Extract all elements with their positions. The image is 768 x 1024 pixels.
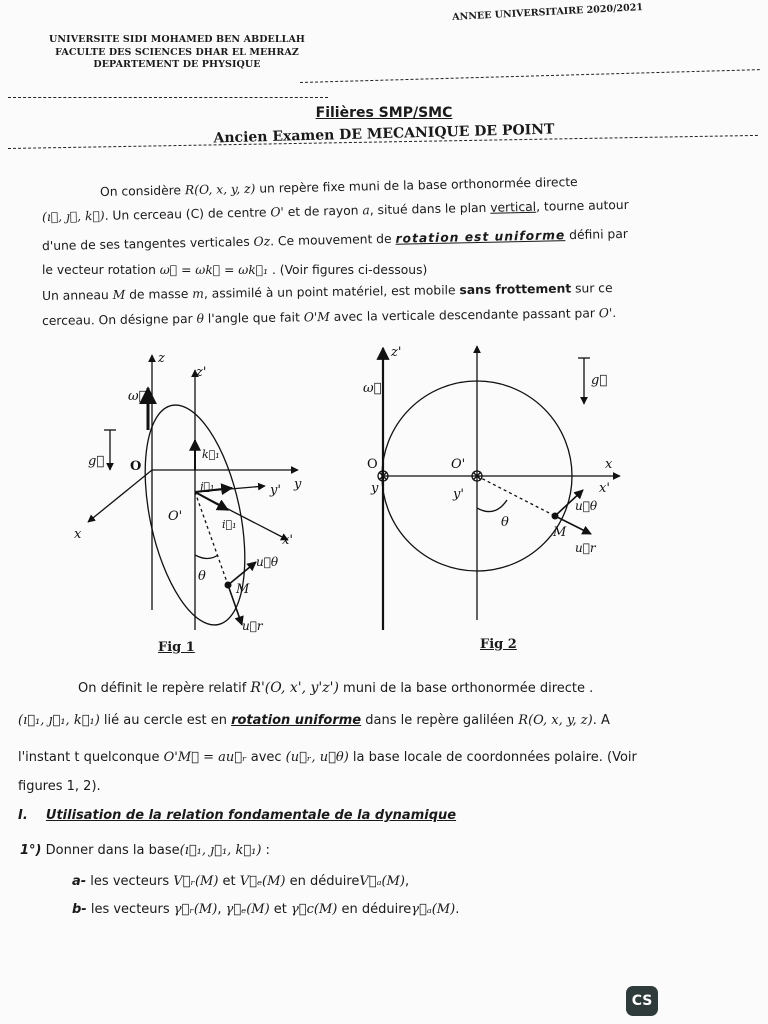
definition-line-3: l'instant t quelconque O'M⃗ = au⃗ᵣ avec (u⃗ᵣ, u⃗θ) la base locale de coordonnées polaire. (Voir (18, 750, 637, 765)
figure-2 (355, 340, 685, 640)
fig1-i1-vector (195, 492, 228, 510)
fig2-label-yprime: y' (453, 487, 464, 502)
intro-line-6: cerceau. On désigne par θ l'angle que fait O'M avec la verticale descendante passant par O'. (41, 305, 617, 329)
fig2-label-omega: ω⃗ (363, 381, 382, 396)
fig1-label-xprime: x' (282, 533, 293, 548)
fig2-label-utheta: u⃗θ (575, 499, 598, 513)
fig1-label-yprime: y' (270, 483, 281, 498)
fig1-label-j1: j⃗₁ (200, 480, 215, 493)
definition-line-2: (ı⃗₁, ȷ⃗₁, k⃗₁) lié au cercle est en rotation uniforme dans le repère galiléen R(O, x, y, z). A (18, 713, 610, 728)
fig1-label-utheta: u⃗θ (256, 555, 279, 569)
intro-line-3: d'une de ses tangentes verticales Oz. Ce mouvement de rotation est uniforme défini par (41, 226, 628, 254)
fig1-label-x: x (74, 527, 82, 542)
university-name: UNIVERSITE SIDI MOHAMED BEN ABDELLAH (48, 34, 306, 45)
intro-line-2: (ı⃗, ȷ⃗, k⃗). Un cerceau (C) de centre O' et de rayon a, situé dans le plan vertical, tourne autour (41, 197, 629, 225)
fig2-label-M: M (553, 525, 567, 540)
separator-left (8, 97, 328, 98)
department-name: DEPARTEMENT DE PHYSIQUE (93, 59, 261, 70)
fig2-label-x: x (605, 457, 613, 472)
fig2-label-g: g⃗ (591, 373, 608, 388)
fig2-label-Oprime: O' (451, 457, 466, 472)
institution-header (42, 34, 312, 72)
fig2-label-ur: u⃗r (575, 541, 596, 555)
fig1-label-ur: u⃗r (242, 619, 263, 633)
fig1-label-i1: i⃗₁ (222, 518, 237, 531)
faculty-name: FACULTE DES SCIENCES DHAR EL MEHRAZ (55, 46, 299, 58)
fig1-label-omega: ω⃗ (128, 389, 147, 404)
figure-1 (60, 340, 330, 640)
fig2-theta-arc (477, 500, 507, 512)
academic-year: ANNEE UNIVERSITAIRE 2020/2021 (452, 2, 644, 23)
fig1-label-z: z (158, 351, 165, 366)
filieres-title: Filières SMP/SMC (315, 105, 453, 121)
fig2-point-M (552, 513, 559, 520)
fig1-label-zprime: z' (196, 365, 207, 380)
fig2-label-O: O (367, 457, 378, 472)
fig1-caption: Fig 1 (158, 640, 195, 655)
fig1-label-theta: θ (198, 569, 206, 584)
exam-title: Ancien Examen DE MECANIQUE DE POINT (213, 121, 555, 147)
intro-line-1: On considère R(O, x, y, z) un repère fixe muni de la base orthonormée directe (99, 174, 578, 200)
camscanner-badge: CS (626, 986, 658, 1016)
question-1b: b- les vecteurs γ⃗ᵣ(M), γ⃗ₑ(M) et γ⃗c(M) en déduireγ⃗ₐ(M). (72, 902, 460, 917)
fig2-label-theta: θ (501, 515, 509, 530)
intro-line-4: le vecteur rotation ω⃗ = ωk⃗ = ωk⃗₁ . (Voir figures ci-dessous) (42, 263, 428, 277)
question-1a: a- les vecteurs V⃗ᵣ(M) et V⃗ₑ(M) en déduireV⃗ₐ(M), (72, 874, 410, 889)
fig1-point-M (225, 582, 232, 589)
fig1-theta-arc (195, 555, 218, 559)
fig1-x-axis (88, 470, 152, 522)
fig2-label-xprime: x' (599, 481, 610, 496)
section-heading: I. Utilisation de la relation fondamentale de la dynamique (18, 808, 457, 823)
question-1: 1°) Donner dans la base(ı⃗₁, ȷ⃗₁, k⃗₁) : (20, 843, 270, 858)
fig1-label-k1: k⃗₁ (202, 448, 220, 461)
fig2-label-zprime: z' (391, 345, 402, 360)
fig1-label-g: g⃗ (88, 454, 105, 469)
fig2-caption: Fig 2 (480, 637, 517, 652)
fig2-OM-segment (477, 476, 555, 516)
fig1-label-M: M (236, 582, 250, 597)
separator-right (300, 69, 760, 83)
fig2-label-y: y (371, 481, 379, 496)
fig1-label-y: y (294, 477, 302, 492)
definition-line-4: figures 1, 2). (18, 779, 101, 794)
intro-line-5: Un anneau M de masse m, assimilé à un point matériel, est mobile sans frottement sur ce (41, 281, 613, 303)
fig1-label-Oprime: O' (168, 509, 183, 524)
definition-line-1: On définit le repère relatif R'(O, x', y'z') muni de la base orthonormée directe . (78, 680, 594, 696)
fig1-label-O: O (130, 459, 142, 474)
